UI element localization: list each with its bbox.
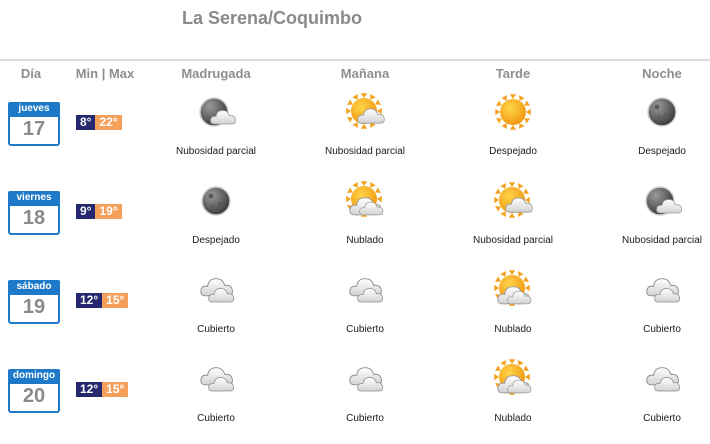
forecast-cell: [592, 177, 710, 266]
forecast-cell: [443, 266, 583, 355]
min-temp: 9°: [76, 204, 95, 219]
condition-label: Cubierto: [346, 324, 384, 335]
date-number: 17: [22, 118, 46, 140]
min-temp: 12°: [76, 382, 102, 397]
sun-cloudy-icon: [493, 359, 533, 399]
temp-range: [76, 115, 122, 130]
moon-icon: [642, 92, 682, 132]
weekday-label: jueves: [8, 102, 60, 117]
forecast-cell: [443, 88, 583, 177]
temp-range: [76, 293, 128, 308]
overcast-icon: [345, 270, 385, 310]
condition-label: Nublado: [494, 413, 532, 424]
min-temp: 8°: [76, 115, 95, 130]
forecast-row: [0, 266, 710, 355]
condition-label: Nubosidad parcial: [621, 235, 703, 246]
forecast-cell: [146, 266, 286, 355]
date-number: 20: [22, 385, 46, 407]
forecast-cell: [592, 266, 710, 355]
sun-partly-cloudy-icon: [493, 181, 533, 221]
condition-label: Cubierto: [197, 324, 235, 335]
header-manana: Mañana: [340, 66, 390, 81]
overcast-icon: [196, 359, 236, 399]
header-day: Día: [20, 66, 42, 81]
date-calendar: [8, 102, 60, 146]
forecast-cell: [295, 177, 435, 266]
condition-label: Despejado: [192, 235, 240, 246]
condition-label: Cubierto: [197, 413, 235, 424]
forecast-row: [0, 355, 710, 444]
forecast-cell: [295, 355, 435, 444]
condition-label: Nubosidad parcial: [175, 146, 257, 157]
forecast-cell: [146, 177, 286, 266]
date-number: 19: [22, 296, 46, 318]
date-number: 18: [22, 207, 46, 229]
temp-range: [76, 382, 128, 397]
sun-partly-cloudy-icon: [345, 92, 385, 132]
moon-partly-cloudy-icon: [196, 92, 236, 132]
overcast-icon: [642, 270, 682, 310]
forecast-cell: [295, 88, 435, 177]
header-tarde: Tarde: [495, 66, 531, 81]
header-noche: Noche: [642, 66, 682, 81]
date-calendar: [8, 191, 60, 235]
weekday-label: viernes: [8, 191, 60, 206]
date-calendar: [8, 369, 60, 413]
condition-label: Nublado: [346, 235, 384, 246]
overcast-icon: [196, 270, 236, 310]
sun-icon: [493, 92, 533, 132]
forecast-cell: [592, 88, 710, 177]
forecast-cell: [443, 177, 583, 266]
condition-label: Despejado: [489, 146, 537, 157]
forecast-cell: [592, 355, 710, 444]
overcast-icon: [345, 359, 385, 399]
min-temp: 12°: [76, 293, 102, 308]
forecast-cell: [146, 88, 286, 177]
forecast-cell: [295, 266, 435, 355]
max-temp: 15°: [102, 382, 128, 397]
temp-range: [76, 204, 122, 219]
condition-label: Nublado: [494, 324, 532, 335]
moon-partly-cloudy-icon: [642, 181, 682, 221]
city-title: La Serena/Coquimbo: [182, 8, 363, 28]
sun-cloudy-icon: [493, 270, 533, 310]
condition-label: Cubierto: [346, 413, 384, 424]
overcast-icon: [642, 359, 682, 399]
condition-label: Nubosidad parcial: [472, 235, 554, 246]
header-divider: [0, 59, 710, 61]
moon-icon: [196, 181, 236, 221]
condition-label: Cubierto: [643, 413, 681, 424]
forecast-row: [0, 177, 710, 266]
weekday-label: sábado: [8, 280, 60, 295]
forecast-cell: [443, 355, 583, 444]
condition-label: Cubierto: [643, 324, 681, 335]
max-temp: 22°: [95, 115, 121, 130]
weekday-label: domingo: [8, 369, 60, 384]
date-calendar: [8, 280, 60, 324]
forecast-cell: [146, 355, 286, 444]
header-minmax: Min | Max: [75, 66, 135, 81]
max-temp: 19°: [95, 204, 121, 219]
header-madrugada: Madrugada: [181, 66, 251, 81]
condition-label: Nubosidad parcial: [324, 146, 406, 157]
max-temp: 15°: [102, 293, 128, 308]
sun-cloudy-icon: [345, 181, 385, 221]
condition-label: Despejado: [638, 146, 686, 157]
forecast-row: [0, 88, 710, 177]
